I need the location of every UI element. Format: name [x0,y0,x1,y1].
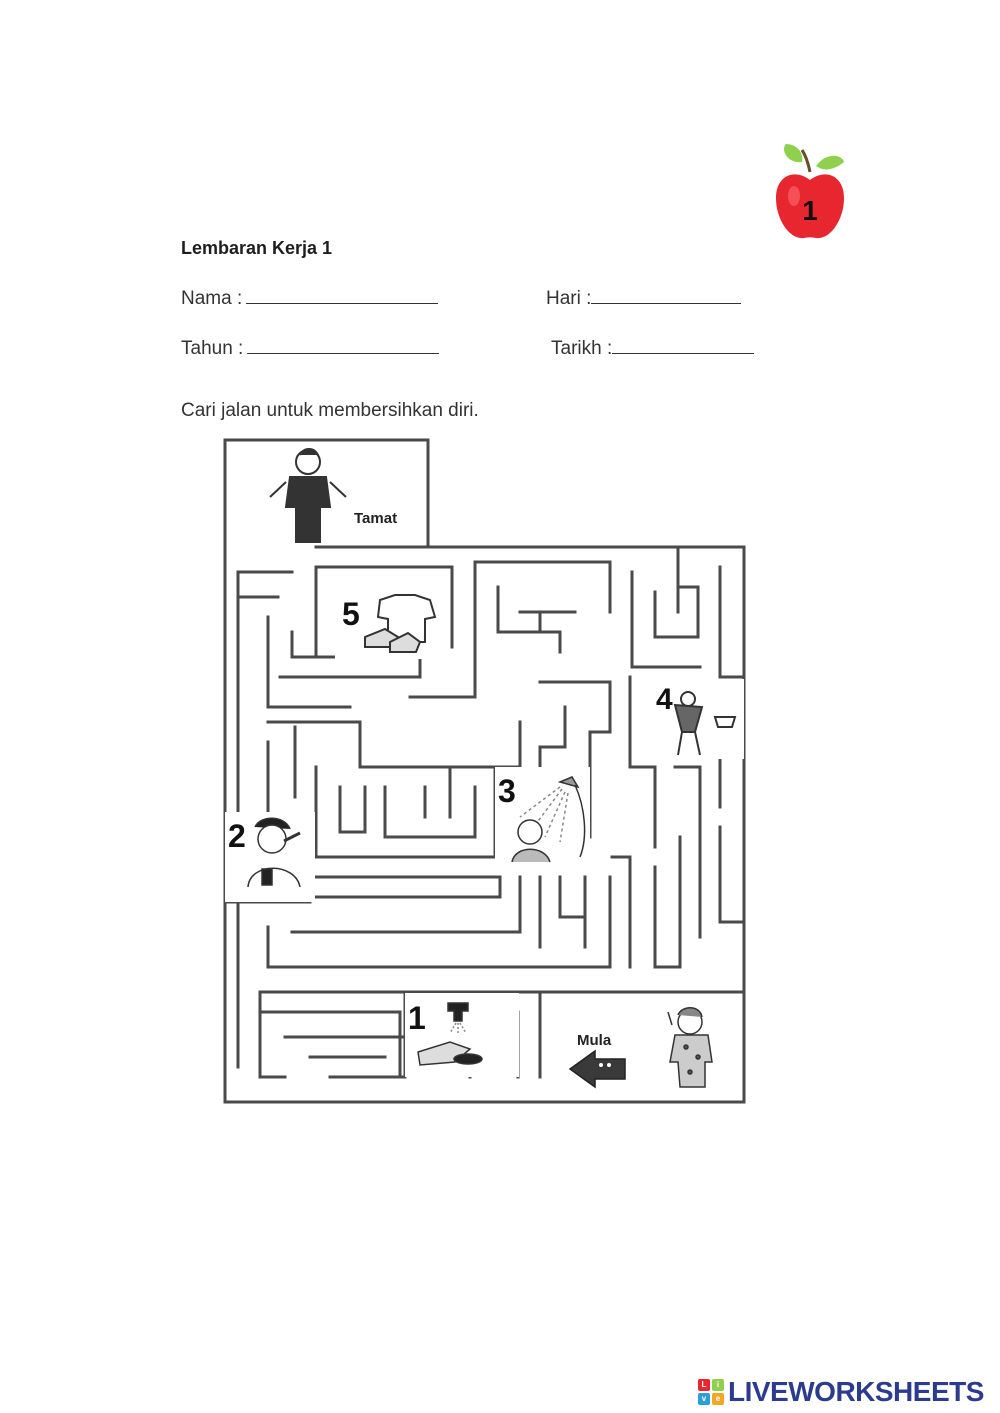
maze[interactable] [220,437,750,1107]
nama-input-line[interactable] [246,287,438,304]
step-5-number: 5 [342,596,360,632]
nama-field [181,287,438,310]
liveworksheets-icon: L i v e [698,1379,724,1405]
instruction-text: Cari jalan untuk membersihkan diri. [181,400,479,421]
dirty-boy-start-icon [668,1008,712,1087]
hari-input-line[interactable] [591,287,741,304]
finish-label: Tamat [354,510,398,527]
worksheet-title: Lembaran Kerja 1 [181,238,333,258]
tarikh-input-line[interactable] [612,337,754,354]
hari-label: Hari : [546,288,592,309]
boy-finish-icon [270,449,346,542]
tarikh-label: Tarikh : [551,338,613,359]
tahun-field [181,337,439,360]
start-label: Mula [577,1032,612,1049]
start-arrow-icon [570,1051,625,1087]
step-4-number: 4 [656,683,673,716]
tarikh-field [551,337,754,360]
brand-text: LIVEWORKSHEETS [728,1376,984,1407]
step-3-number: 3 [498,773,516,809]
badge-number: 1 [802,195,818,226]
step-1-number: 1 [408,1000,426,1036]
tahun-label: Tahun : [181,338,244,359]
step-2-number: 2 [228,818,246,854]
nama-label: Nama : [181,288,243,309]
apple-badge-icon [772,140,848,244]
tahun-input-line[interactable] [247,337,439,354]
hari-field [546,287,741,310]
liveworksheets-logo [698,1376,984,1408]
